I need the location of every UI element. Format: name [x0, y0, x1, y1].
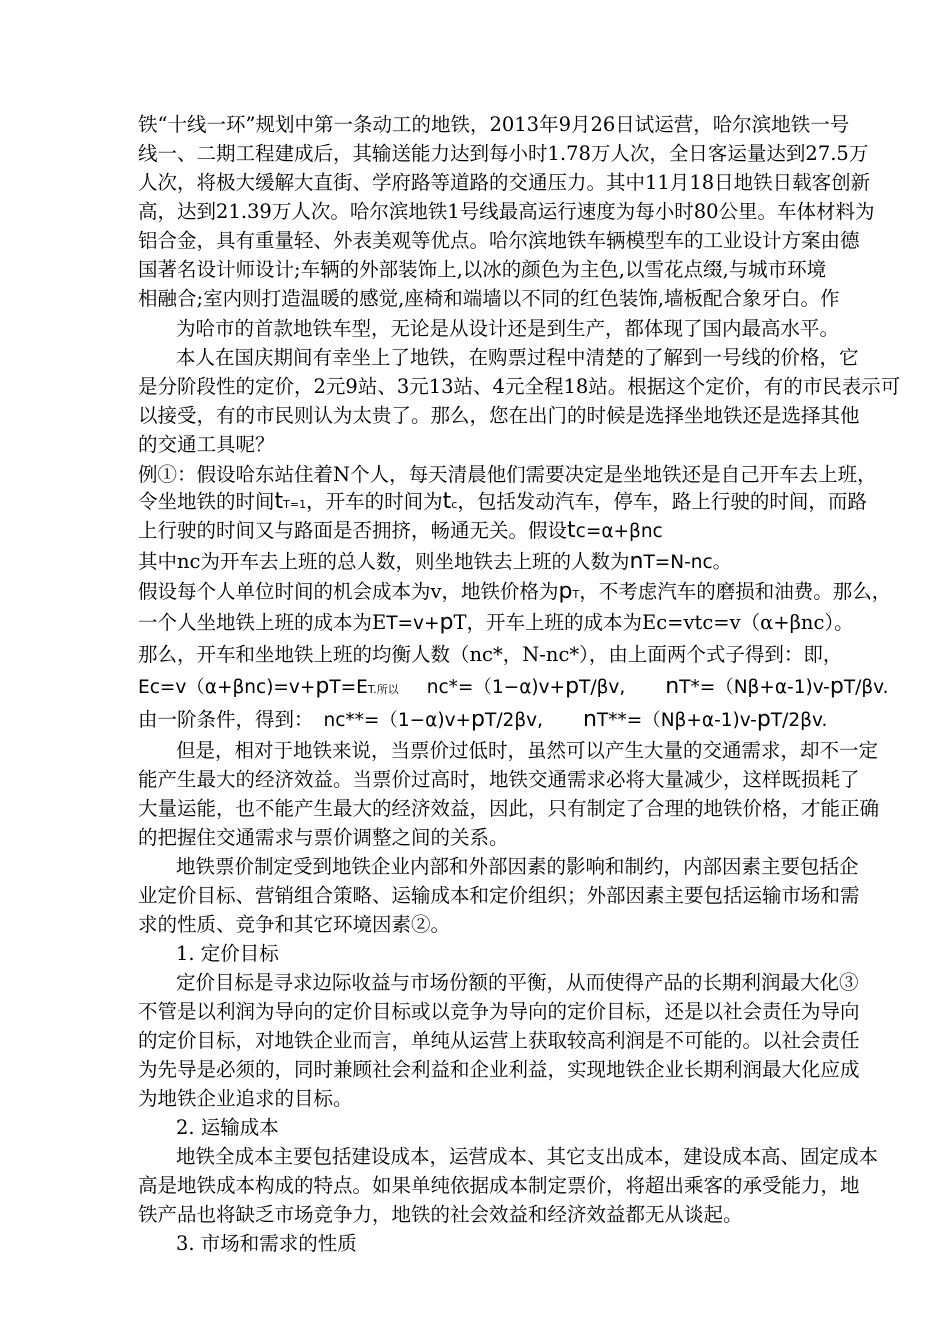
- text-line: 定价目标是寻求边际收益与市场份额的平衡，从而使得产品的长期利润最大化③: [176, 971, 859, 994]
- text-line: 大量运能，也不能产生最大的经济效益，因此，只有制定了合理的地铁价格，才能正确: [138, 797, 880, 820]
- text-line: 业定价目标、营销组合策略、运输成本和定价组织；外部因素主要包括运输市场和需: [138, 884, 860, 907]
- text-line: 人次，将极大缓解大直街、学府路等道路的交通压力。其中11月18日地铁日载客创新: [138, 171, 871, 194]
- text-line: 铝合金，具有重量轻、外表美观等优点。哈尔滨地铁车辆模型车的工业设计方案由德: [138, 229, 860, 252]
- equation-line: 假设每个人单位时间的机会成本为v，地铁价格为pT，不考虑汽车的磨损和油费。那么，: [138, 579, 892, 604]
- text-line: 线一、二期工程建成后，其输送能力达到每小时1.78万人次，全日客运量达到27.5万: [138, 142, 869, 165]
- section-heading: 3. 市场和需求的性质: [176, 1232, 357, 1255]
- text-line: 的把握住交通需求与票价调整之间的关系。: [138, 826, 509, 849]
- text-line: 为先导是必须的，同时兼顾社会利益和企业利益，实现地铁企业长期利润最大化应成: [138, 1058, 860, 1081]
- text-line: 不管是以利润为导向的定价目标或以竞争为导向的定价目标，还是以社会责任为导向: [138, 1000, 860, 1023]
- equation-line: 由一阶条件，得到： nc**=（1−α)v+pT/2βv, nT**=（Nβ+α-1)v-pT/2βv.: [138, 707, 828, 732]
- section-heading: 2. 运输成本: [176, 1116, 279, 1139]
- text-line: 地铁全成本主要包括建设成本，运营成本、其它支出成本，建设成本高、固定成本: [176, 1145, 879, 1168]
- text-line: 高，达到21.39万人次。哈尔滨地铁1号线最高运行速度为每小时80公里。车体材料为: [138, 200, 875, 223]
- text-line: 例①：假设哈东站住着N个人，每天清晨他们需要决定是坐地铁还是自己开车去上班，: [138, 463, 877, 486]
- equation-line: 其中nc为开车去上班的总人数，则坐地铁去上班的人数为nT=N-nc。: [138, 549, 732, 574]
- text-line: 国著名设计师设计;车辆的外部装饰上,以冰的颜色为主色,以雪花点缀,与城市环境: [138, 258, 827, 281]
- text-line: 以接受，有的市民则认为太贵了。那么，您在出门的时候是选择坐地铁还是选择其他: [138, 404, 860, 427]
- text-line: 铁产品也将缺乏市场竞争力，地铁的社会效益和经济效益都无从谈起。: [138, 1203, 743, 1226]
- text-line: 是分阶段性的定价，2元9站、3元13站、4元全程18站。根据这个定价，有的市民表示可: [138, 375, 901, 398]
- text-line: 为地铁企业追求的目标。: [138, 1087, 353, 1110]
- text-line: 铁“十线一环”规划中第一条动工的地铁，2013年9月26日试运营，哈尔滨地铁一号: [138, 113, 850, 136]
- text-line: 地铁票价制定受到地铁企业内部和外部因素的影响和制约，内部因素主要包括企: [176, 855, 859, 878]
- text-line: 为哈市的首款地铁车型，无论是从设计还是到生产，都体现了国内最高水平。: [176, 317, 840, 340]
- text-line: 本人在国庆期间有幸坐上了地铁，在购票过程中清楚的了解到一号线的价格，它: [176, 346, 859, 369]
- text-line: 但是，相对于地铁来说，当票价过低时，虽然可以产生大量的交通需求，却不一定: [176, 739, 879, 762]
- text-line: 高是地铁成本构成的特点。如果单纯依据成本制定票价，将超出乘客的承受能力，地: [138, 1174, 860, 1197]
- equation-line: Ec=v（α+βnc)=v+pT=ET.所以 nc*=（1−α)v+pT/βv, nT*=（Nβ+α-1)v-pT/βv.: [138, 674, 889, 699]
- equation-line: 上行驶的时间又与路面是否拥挤，畅通无关。假设tc=α+βnc: [138, 518, 663, 543]
- text-line: 求的性质、竞争和其它环境因素②。: [138, 913, 451, 936]
- text-line: 能产生最大的经济效益。当票价过高时，地铁交通需求必将大量减少，这样既损耗了: [138, 768, 860, 791]
- equation-line: 那么，开车和坐地铁上班的均衡人数（nc*，N-nc*），由上面两个式子得到：即，: [138, 643, 843, 666]
- text-line: 的定价目标，对地铁企业而言，单纯从运营上获取较高利润是不可能的。以社会责任: [138, 1029, 860, 1052]
- text-line: 相融合;室内则打造温暖的感觉,座椅和端墙以不同的红色装饰,墙板配合象牙白。作: [138, 287, 840, 310]
- section-heading: 1. 定价目标: [176, 942, 279, 965]
- equation-line: 令坐地铁的时间tT=1，开车的时间为tc，包括发动汽车，停车，路上行驶的时间，而路: [138, 489, 867, 514]
- text-line: 的交通工具呢？: [138, 433, 275, 456]
- equation-line: 一个人坐地铁上班的成本为ET=v+pT，开车上班的成本为Ec=vtc=v（α+βnc）。: [138, 610, 854, 635]
